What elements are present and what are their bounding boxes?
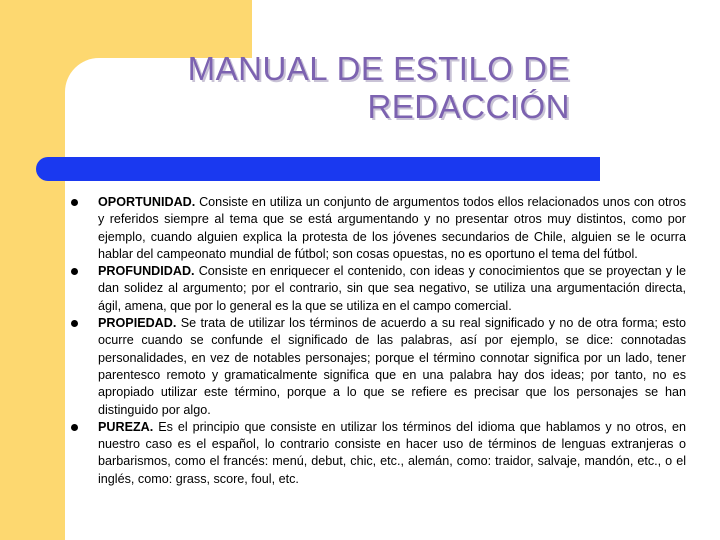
- list-item-oportunidad: [70, 194, 686, 263]
- list-item-profundidad: [70, 263, 686, 315]
- item-text: Consiste en utiliza un conjunto de argumentos todos ellos relacionados unos con otros y referidos siempre al tema que se está argumentando y no presentar otros muy distintos, como por ejemplo, cuando alguien explica la protesta de los jóvenes secundarios de Chile, alguien se le ocurra hablar del campeonato mundial de fútbol; son cosas opuestas, no es oportuno el tema del fútbol.: [98, 195, 686, 261]
- bullet-icon: [71, 199, 78, 206]
- list-item-pureza: [70, 419, 686, 488]
- slide-title: [100, 50, 570, 126]
- bullet-icon: [71, 268, 78, 275]
- term-label: OPORTUNIDAD.: [98, 195, 196, 209]
- list-item-propiedad: [70, 315, 686, 419]
- term-label: PUREZA.: [98, 419, 154, 434]
- title-line-2: REDACCIÓN: [367, 88, 570, 125]
- title-bar: [36, 157, 600, 181]
- term-label: PROFUNDIDAD.: [98, 264, 195, 279]
- item-text: Se trata de utilizar los términos de acuerdo a su real significado y no de otra forma; esto ocurre cuando se confunde el significado de las palabras, así por ejemplo, se dice: connotadas personalidades, en vez de notables personajes; porque el término connotar significa por un lado, tener parentesco remoto y gramaticalmente significa que en una palabra hay dos ideas; por tanto, no es apropiado utilizar este término, porque a lo que se refiere es precisar que los personajes se han distinguido por algo.: [98, 316, 686, 417]
- bullet-icon: [71, 320, 78, 327]
- item-text: Consiste en enriquecer el contenido, con ideas y conocimientos que se proyectan y le dan solidez al argumento; por el contrario, sin que sea negativo, se utiliza una argumentación directa, ágil, amena, que por lo general es la que se utiliza en el campo comercial.: [98, 264, 686, 313]
- item-text: Es el principio que consiste en utilizar los términos del idioma que hablamos y no otros, en nuestro caso es el español, lo contrario consiste en hacer uso de términos de lenguas extranjeras o barbarismos, como el francés: menú, debut, chic, etc., alemán, como: traidor, salvaje, mandón, etc., o el inglés, como: grass, score, foul, etc.: [98, 419, 686, 486]
- term-label: PROPIEDAD.: [98, 316, 177, 331]
- bullet-list: [70, 194, 686, 488]
- title-line-1: MANUAL DE ESTILO DE: [187, 50, 570, 87]
- bullet-icon: [71, 424, 78, 431]
